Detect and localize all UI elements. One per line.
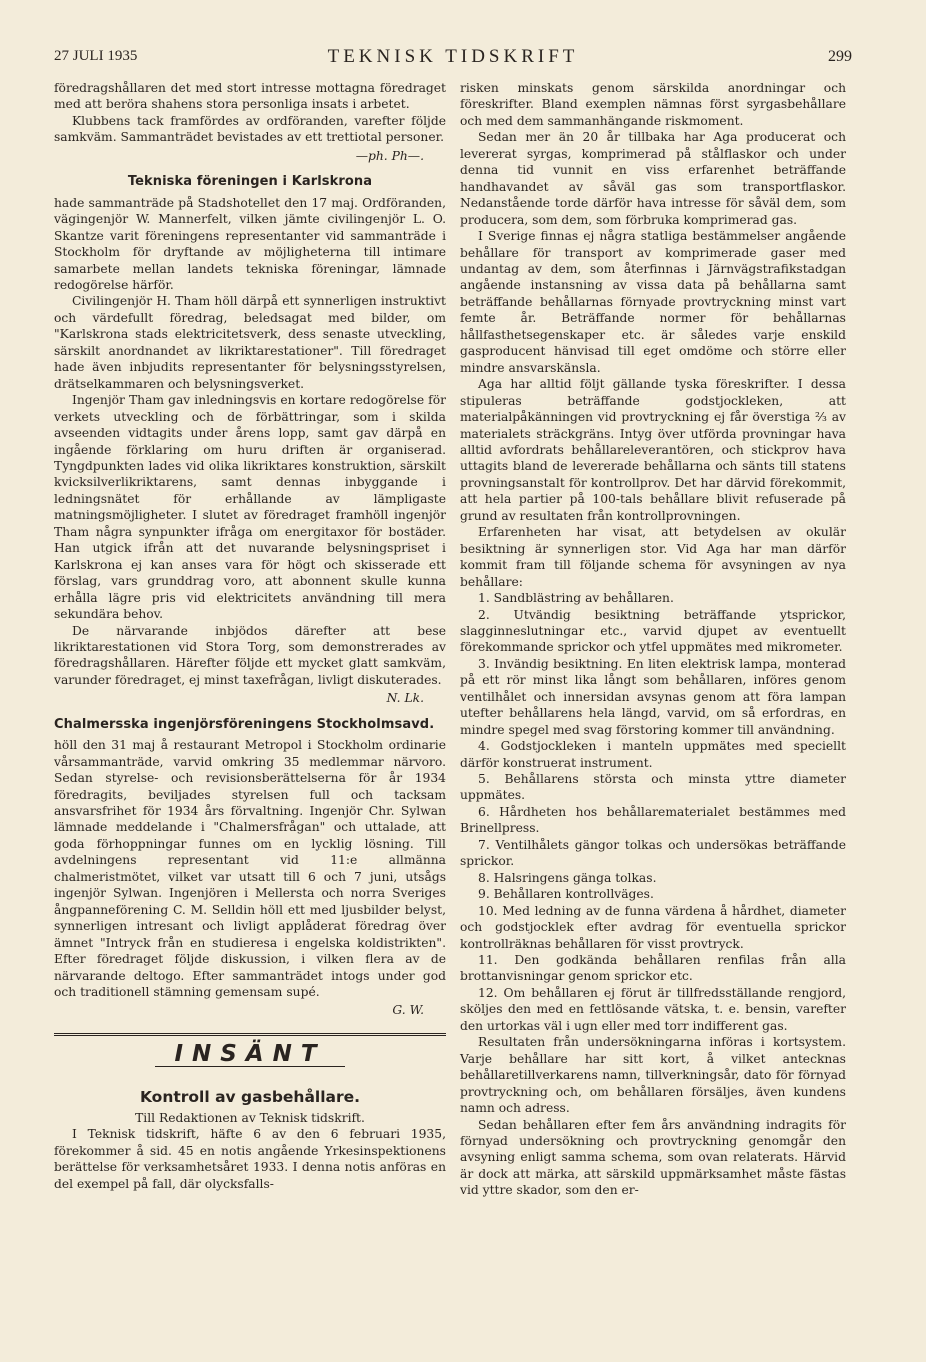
paragraph: I Teknisk tidskrift, häfte 6 av den 6 februari 1935, förekommer å sid. 45 en notis angående Yrkesinspektionens berättelse för verksamhetsåret 1933. I denna notis anföras en del exempel på fall, där olycksfalls- — [54, 1127, 446, 1191]
paragraph: risken minskats genom särskilda anordningar och föreskrifter. Bland exemplen nämnas först syrgasbehållare och med dem sammanhängande riskmoment. — [460, 81, 846, 128]
paragraph: föredragshållaren det med stort intresse mottagna föredraget med att beröra shahens stora personliga insats i arbetet. — [54, 81, 446, 112]
list-item: 2. Utvändig besiktning beträffande ytsprickor, slagginneslutningar etc., varvid djupet av eventuellt förekommande sprickor och ytfel uppmätes med mikrometer. — [460, 607, 846, 655]
list-item: 6. Hårdheten hos behållarematerialet bestämmes med Brinellpress. — [460, 804, 846, 836]
list-item: 3. Invändig besiktning. En liten elektrisk lampa, monterad på ett rör minst lika långt som behållaren, införes genom ventilhålet och innersidan avsynas genom att föra lampan utefter behållarens hela längd, varvid, om så erfordras, en mindre spegel med svag förstoring kommer till användning. — [460, 656, 846, 737]
section-heading-karlskrona: Tekniska föreningen i Karlskrona — [127, 174, 373, 190]
paragraph: Civilingenjör H. Tham höll därpå ett synnerligen instruktivt och värdefullt föredrag, beledsagat med bilder, om "Karlskrona stads elektricitetsverk, dess senaste utveckling, särskilt anordnandet av likriktarestationer". Till föredraget hade även inbjudits representanter för belysningsstyrelsen, drätselkammaren och belysningsverket. — [54, 294, 446, 391]
paragraph: Erfarenheten har visat, att betydelsen av okulär besiktning är synnerligen stor. Vid Aga har man därför kommit fram till följande schema för avsyningen av nya behållare: — [460, 525, 846, 589]
paragraph: Aga har alltid följt gällande tyska föreskrifter. I dessa stipuleras beträffande godstjockleken, att materialpåkänningen vid provtryckning ej får överstiga ⅔ av materialets sträckgräns. Intyg över utförda provningar hava alltid avfordrats behållareleverantören, och stickprov hava uttagits bland de levererade behållarna och sänts till statens provningsanstalt för kontrollprov. Det har därvid förekommit, att hela partier på 100-tals behållare blivit refuserade på grund av resultaten från kontrollprovningen. — [460, 377, 846, 523]
paragraph: Sedan behållaren efter fem års användning indragits för förnyad undersökning och provtryckning genomgår den avsyning enligt samma schema, som ovan relaterats. Härvid är dock att märka, att särskild uppmärksamhet måste fästas vid yttre skador, som den er- — [460, 1117, 846, 1198]
list-item: 12. Om behållaren ej förut är tillfredsställande rengjord, sköljes den med en fettlösande vätska, t. e. bensin, varefter den urtorkas väl i ugn eller med torr indifferent gas. — [460, 985, 846, 1033]
paragraph: Resultaten från undersökningarna införas i kortsystem. Varje behållare har sitt kort, å vilket antecknas behållaretillverkarens namn, tillverkningsår, dato för förnyad provtryckning och, om behållaren försäljes, även kundens namn och adress. — [460, 1035, 846, 1116]
right-column — [460, 80, 846, 1199]
section-divider — [54, 1033, 446, 1036]
list-item: 11. Den godkända behållaren renfilas från alla brottanvisningar genom sprickor etc. — [460, 953, 846, 984]
page-header — [54, 44, 852, 70]
salutation: Till Redaktionen av Teknisk tidskrift. — [135, 1110, 365, 1125]
list-item: 1. Sandblästring av behållaren. — [478, 591, 674, 606]
paragraph: I Sverige finnas ej några statliga bestämmelser angående behållare för transport av komprimerade gaser med undantag av dem, som återfinnas i Järnvägstrafikstadgan angående instansning av vissa data på behållarna samt beträffande behållarnas förnyade provtryckning minst vart femte år. Beträffande normer för behållarnas hållfasthetsegenskaper etc. är således varje enskild gasproducent hänvisad till eget omdöme och större eller mindre ansvarskänsla. — [460, 229, 846, 375]
paragraph: höll den 31 maj å restaurant Metropol i Stockholm ordinarie vårsammanträde, varvid omkring 35 medlemmar närvoro. Sedan styrelse- och revisionsberättelserna för år 1934 föredragits, beviljades styrelsen full och tacksam ansvarsfrihet för 1934 års förvaltning. Ingenjör Chr. Sylwan lämnade meddelande i "Chalmersfrågan" och uttalade, att goda förhoppningar funnes om en lycklig lösning. Till avdelningens representant vid 11:e allmänna chalmeristmötet, vilket var utsatt till 6 och 7 juni, utsågs ingenjör Sylwan. Ingenjören i Mellersta och norra Sveriges ångpanneförening C. M. Selldin höll ett med ljusbilder belyst, synnerligen intresant och livligt applåderat föredrag över ämnet "Intryck från en studieresa i engelska koldistrikten". Efter föredraget följde diskussion, i vilken flera av de närvarande deltogo. Efter sammanträdet intogs under god och traditionell stämning gemensam supé. — [54, 738, 446, 1000]
list-item: 10. Med ledning av de funna värdena å hårdhet, diameter och godstjocklek efter avdrag för eventuella sprickor kontrollräknas behållaren för visst provtryck. — [460, 903, 846, 951]
list-item: 8. Halsringens gänga tolkas. — [478, 870, 657, 885]
paragraph: Ingenjör Tham gav inledningsvis en kortare redogörelse för verkets utveckling och de förbättringar, som i skilda avseenden vidtagits under årens lopp, samt gav därpå en ingående förklaring om huru driften är organiserad. Tyngdpunkten lades vid olika likriktares konstruktion, särskilt kvicksilverlikriktarens, samt dennas inbyggande i ledningsnätet för erhållande av lämpligaste matningsmöjligheter. I slutet av föredraget framhöll ingenjör Tham några synpunkter ifråga om energitaxor för bostäder. Han utgick ifrån att det nuvarande belysningspriset i Karlskrona ej kan anses vara för högt och skisserade ett förslag, vars grunddrag voro, att abonnent skulle kunna erhålla lägre pris vid elektricitets användning till mera sekundära behov. — [54, 393, 446, 622]
paragraph: Klubbens tack framfördes av ordföranden, varefter följde samkväm. Sammanträdet bevistades av ett trettiotal personer. — [54, 113, 446, 145]
section-heading-chalmers: Chalmersska ingenjörsföreningens Stockholmsavd. — [54, 716, 435, 732]
paragraph: De närvarande inbjödos därefter att bese likriktarestationen vid Stora Torg, som demonstrerades av föredragshållaren. Härefter följde ett mycket glatt samkväm, varunder föredraget, ej minst taxefrågan, livligt diskuterades. — [54, 623, 446, 687]
list-item: 5. Behållarens största och minsta yttre diameter uppmätes. — [460, 772, 846, 803]
paragraph: Sedan mer än 20 år tillbaka har Aga producerat och levererat syrgas, komprimerad på stålflaskor och under denna tid vunnit en viss erfarenhet beträffande handhavandet av såväl gas som transportflaskor. Nedanstående torde därför hava intresse för såväl dem, som producera, som dem, som förbruka komprimerad gas. — [460, 130, 846, 227]
article-title: Kontroll av gasbehållare. — [139, 1088, 361, 1107]
signature: G. W. — [392, 1003, 424, 1018]
journal-title: TEKNISK TIDSKRIFT — [327, 46, 579, 67]
list-item: 9. Behållaren kontrollväges. — [478, 887, 654, 902]
insant-banner: INSÄNT — [174, 1040, 326, 1067]
paragraph: hade sammanträde på Stadshotellet den 17 maj. Ordföranden, vägingenjör W. Mannerfelt, vilken jämte civilingenjör L. O. Skantze varit föreningens representanter vid sammanträde i Stockholm för dryftande av möjligheterna till intimare samarbete mellan landets tekniska föreningar, lämnade redogörelse härför. — [54, 195, 446, 292]
signature: N. Lk. — [386, 691, 424, 706]
issue-date: 27 JULI 1935 — [54, 48, 138, 64]
list-item: 7. Ventilhålets gängor tolkas och undersökas beträffande sprickor. — [460, 837, 846, 869]
list-item: 4. Godstjockleken i manteln uppmätes med speciellt därför konstruerat instrument. — [460, 739, 846, 770]
signature: —ph. Ph—. — [355, 148, 424, 163]
left-column — [54, 80, 446, 1192]
page-number: 299 — [828, 48, 852, 65]
